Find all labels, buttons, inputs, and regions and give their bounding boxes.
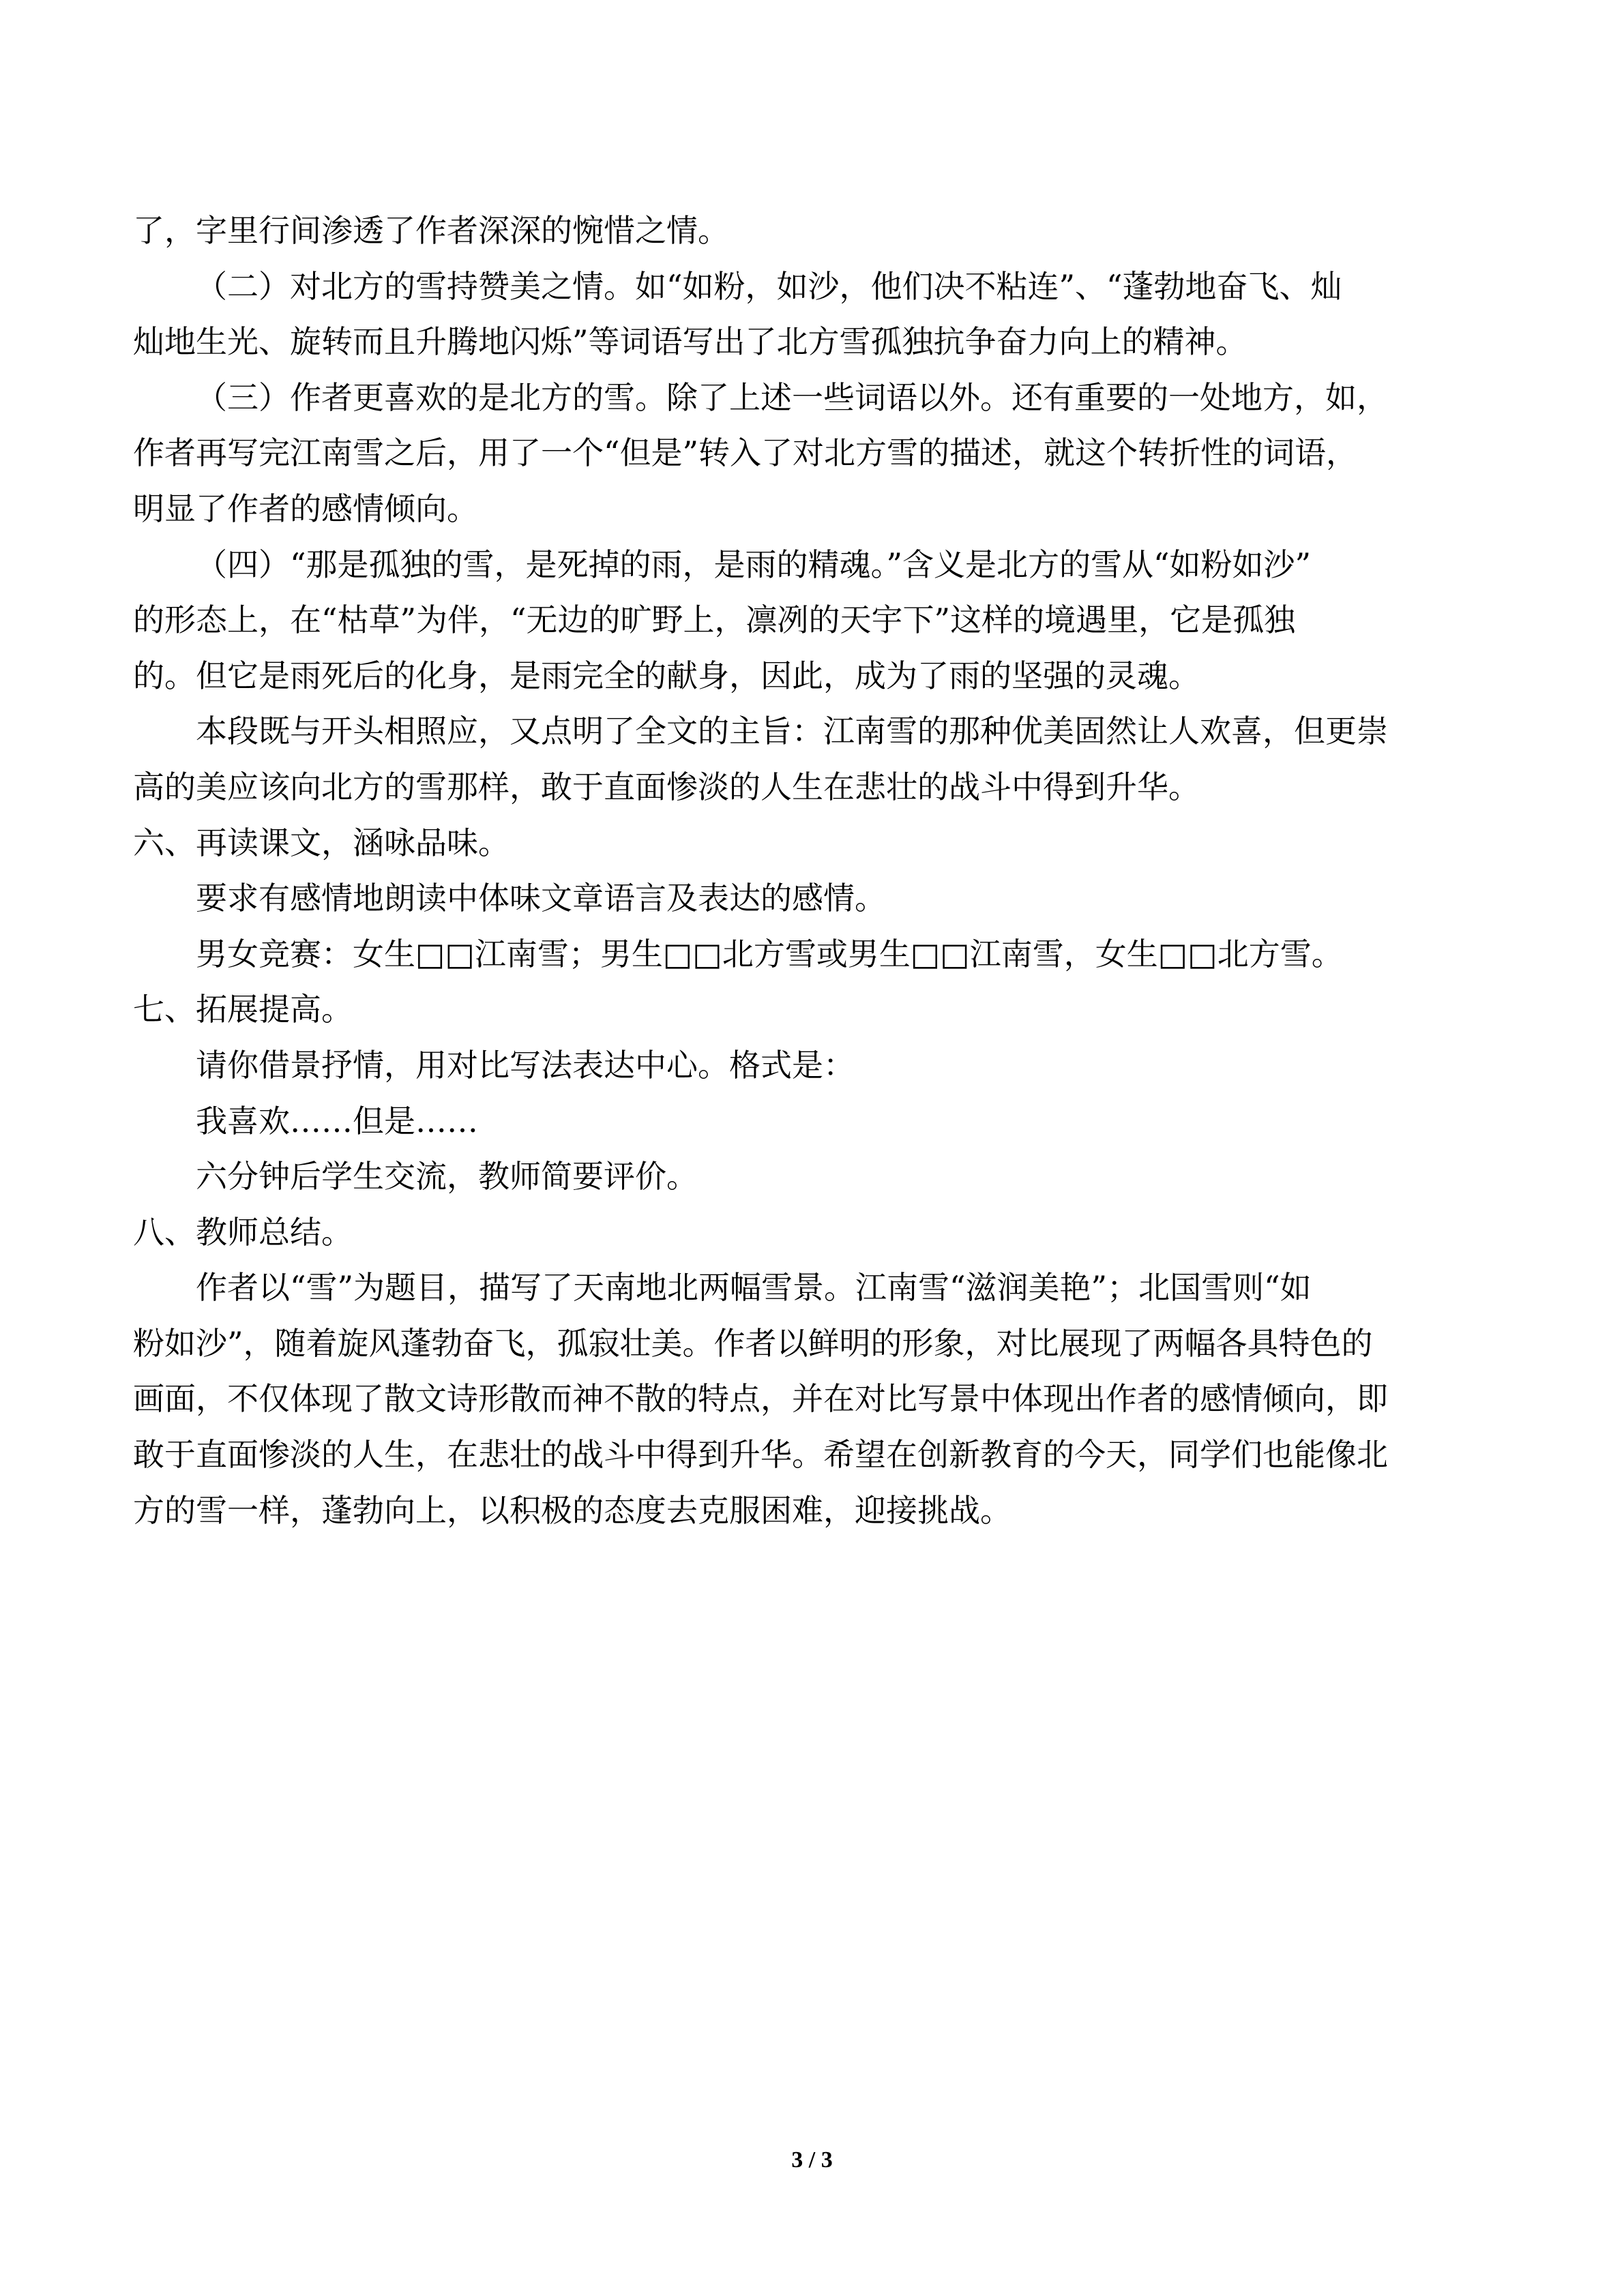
text-line: 作者再写完江南雪之后，用了一个“但是”转入了对北方雪的描述，就这个转折性的词语，: [133, 434, 1358, 472]
text-line: 明显了作者的感情倾向。: [133, 490, 478, 527]
document-body: [133, 203, 1490, 1538]
text-line: 六分钟后学生交流，教师简要评价。: [196, 1158, 698, 1195]
text-line: 了，字里行间渗透了作者深深的惋惜之情。: [133, 212, 729, 249]
text-line: （四）“那是孤独的雪，是死掉的雨，是雨的精魂。”含义是北方的雪从“如粉如沙”: [196, 546, 1312, 583]
text-line: 七、拓展提高。: [133, 991, 353, 1028]
text-line: 粉如沙”，随着旋风蓬勃奋飞，孤寂壮美。作者以鲜明的形象，对比展现了两幅各具特色的: [133, 1324, 1373, 1362]
text-line: 八、教师总结。: [133, 1213, 353, 1251]
text-line: （三）作者更喜欢的是北方的雪。除了上述一些词语以外。还有重要的一处地方，如，: [196, 378, 1388, 416]
text-line: 男女竞赛：女生□□江南雪；男生□□北方雪或男生□□江南雪，女生□□北方雪。: [196, 935, 1343, 972]
text-line: 我喜欢……但是……: [196, 1102, 478, 1139]
text-line: 敢于直面惨淡的人生，在悲壮的战斗中得到升华。希望在创新教育的今天，同学们也能像北: [133, 1436, 1388, 1474]
text-line: 高的美应该向北方的雪那样，敢于直面惨淡的人生在悲壮的战斗中得到升华。: [133, 768, 1200, 805]
text-line: 要求有感情地朗读中体味文章语言及表达的感情。: [196, 880, 886, 917]
text-line: 画面，不仅体现了散文诗形散而神不散的特点，并在对比写景中体现出作者的感情倾向，即: [133, 1380, 1388, 1418]
text-line: 的形态上，在“枯草”为伴，“无边的旷野上，凛冽的天宇下”这样的境遇里，它是孤独: [133, 601, 1296, 639]
text-line: 作者以“雪”为题目，描写了天南地北两幅雪景。江南雪“滋润美艳”；北国雪则“如: [196, 1269, 1312, 1307]
text-line: （二）对北方的雪持赞美之情。如“如粉，如沙，他们决不粘连”、“蓬勃地奋飞、灿: [196, 267, 1342, 305]
page-number: 3 / 3: [791, 2147, 833, 2173]
text-line: 的。但它是雨死后的化身，是雨完全的献身，因此，成为了雨的坚强的灵魂。: [133, 657, 1200, 694]
text-line: 六、再读课文，涵咏品味。: [133, 824, 510, 861]
text-line: 本段既与开头相照应，又点明了全文的主旨：江南雪的那种优美固然让人欢喜，但更崇: [196, 713, 1388, 750]
text-line: 方的雪一样，蓬勃向上，以积极的态度去克服困难，迎接挑战。: [133, 1491, 1012, 1529]
text-line: 灿地生光、旋转而且升腾地闪烁”等词语写出了北方雪孤独抗争奋力向上的精神。: [133, 323, 1247, 361]
text-line: 请你借景抒情，用对比写法表达中心。格式是：: [196, 1046, 855, 1084]
